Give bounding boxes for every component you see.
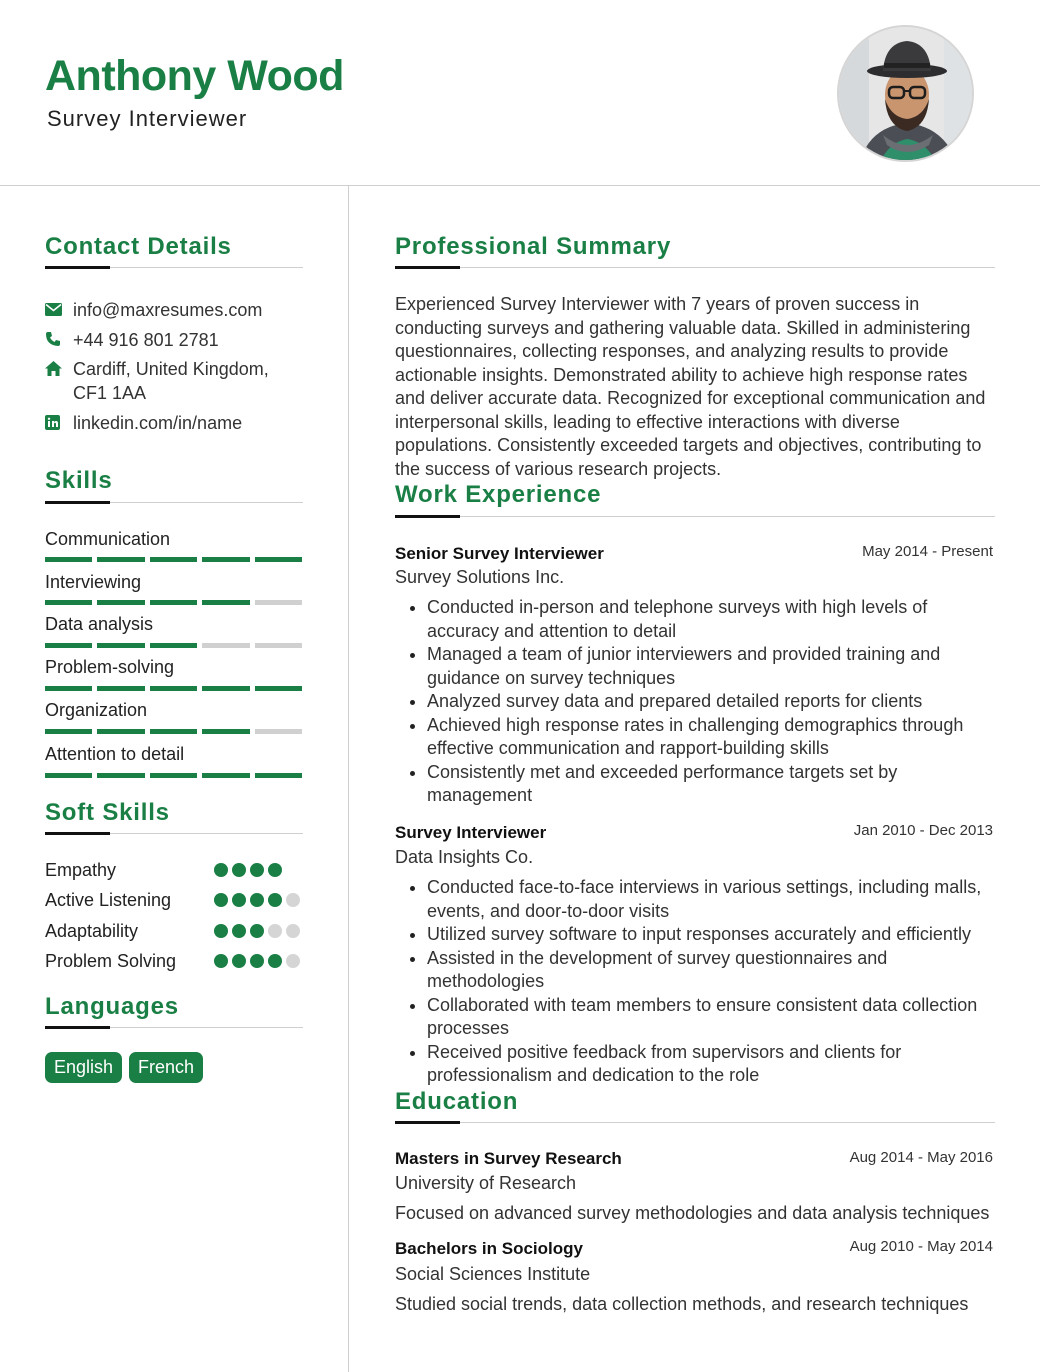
rating-dot [232,924,246,938]
rating-dot [232,893,246,907]
skill-level-segment [202,773,249,778]
job-role: Senior Survey Interviewer [395,544,604,563]
summary-text: Experienced Survey Interviewer with 7 years of proven success in conducting surveys and gathering valuable data. Skilled in administering questionnaires, collecting responses, and analyzing results to provide actionable insights. Demonstrated ability to achieve high response rates and deliver accurate data. Recognized for exceptional communication and interpersonal skills, leading to effective interactions with diverse populations. Consistently exceeded targets and objectives, contributing to the success of various research projects. [395,294,986,479]
rating-dot [250,863,264,877]
job-company: Survey Solutions Inc. [395,567,565,587]
rating-dot [232,863,246,877]
rating-dot [250,924,264,938]
phone-text: +44 916 801 2781 [73,330,219,350]
skill-level-segment [150,686,197,691]
skill-level-segment [255,729,302,734]
soft-skill-rating [214,954,306,968]
languages-heading: Languages [45,993,179,1020]
skill-level-segment [45,729,92,734]
degree-title: Bachelors in Sociology [395,1239,583,1258]
section-rule [395,267,995,268]
language-badge: French [129,1052,203,1083]
degree-dates: Aug 2010 - May 2014 [849,1238,993,1255]
skill-level-segment [97,773,144,778]
list-item: Utilized survey software to input responses accurately and efficiently [395,923,995,947]
skill-level-segment [97,729,144,734]
soft-skill-rating [214,863,306,877]
skill-level-segment [150,729,197,734]
contact-linkedin[interactable] [45,411,288,435]
education-heading: Education [395,1088,519,1115]
skill-bar [45,686,302,691]
soft-skill-name: Active Listening [45,890,172,910]
contact-address [45,357,288,405]
skill-level-segment [202,643,249,648]
rating-dot [250,954,264,968]
job-bullets [395,876,995,1088]
skill-level-segment [150,557,197,562]
skill-level-segment [97,557,144,562]
section-rule [395,516,995,517]
contact-email[interactable] [45,298,288,322]
rating-dot [250,893,264,907]
contact-heading: Contact Details [45,233,232,260]
list-item: Managed a team of junior interviewers and provided training and guidance on survey techniques [395,643,995,690]
skill-name: Problem-solving [45,657,175,677]
skill-bar [45,557,302,562]
list-item: Analyzed survey data and prepared detailed reports for clients [395,690,995,714]
section-rule [45,502,303,503]
job-dates: Jan 2010 - Dec 2013 [853,822,993,839]
language-badge: English [45,1052,122,1083]
rating-dot [214,893,228,907]
skill-name: Communication [45,529,171,549]
skills-heading: Skills [45,467,113,494]
skill-level-segment [255,600,302,605]
skill-name: Attention to detail [45,744,185,764]
list-item: Conducted face-to-face interviews in various settings, including malls, events, and door-to-door visits [395,876,995,923]
skill-bar [45,773,302,778]
list-item: Assisted in the development of survey questionnaires and methodologies [395,947,995,994]
skill-level-segment [45,557,92,562]
skill-bar [45,643,302,648]
skill-level-segment [202,600,249,605]
skill-level-segment [255,643,302,648]
candidate-name: Anthony Wood [45,52,344,100]
list-item: Collaborated with team members to ensure consistent data collection processes [395,994,995,1041]
rating-dot [232,954,246,968]
skill-level-segment [45,643,92,648]
skill-level-segment [45,773,92,778]
skill-level-segment [202,686,249,691]
linkedin-icon [45,411,63,433]
degree-dates: Aug 2014 - May 2016 [849,1149,993,1166]
experience-heading: Work Experience [395,481,602,508]
rating-dot [268,893,282,907]
skill-bar [45,729,302,734]
section-rule [395,1122,995,1123]
rating-dot [286,924,300,938]
rating-dot [268,954,282,968]
home-icon [45,357,63,379]
contact-phone[interactable] [45,328,288,352]
phone-icon [45,328,63,350]
skill-level-segment [202,557,249,562]
soft-skill-name: Problem Solving [45,951,177,971]
list-item: Conducted in-person and telephone surveys with high levels of accuracy and attention to detail [395,596,995,643]
list-item: Consistently met and exceeded performance targets set by management [395,761,995,808]
job-company: Data Insights Co. [395,847,534,867]
skill-name: Organization [45,700,148,720]
rating-dot [268,924,282,938]
skill-level-segment [45,686,92,691]
list-item: Received positive feedback from supervisors and clients for professionalism and dedication to the role [395,1041,995,1088]
profile-photo [837,25,974,162]
degree-title: Masters in Survey Research [395,1149,622,1168]
skill-level-segment [255,773,302,778]
skill-level-segment [150,600,197,605]
rating-dot [214,924,228,938]
skill-level-segment [255,557,302,562]
job-bullets [395,596,995,808]
skill-bar [45,600,302,605]
skill-level-segment [202,729,249,734]
candidate-title: Survey Interviewer [47,106,248,131]
skill-level-segment [45,600,92,605]
soft-skill-rating [214,893,306,907]
summary-heading: Professional Summary [395,233,672,260]
address-text: Cardiff, United Kingdom, CF1 1AA [73,359,269,403]
resume-header [0,0,1040,186]
job-dates: May 2014 - Present [862,543,993,560]
soft-skill-rating [214,924,306,938]
degree-description: Studied social trends, data collection methods, and research techniques [395,1294,969,1314]
job-role: Survey Interviewer [395,823,547,842]
soft-skill-name: Adaptability [45,921,139,941]
list-item: Achieved high response rates in challenging demographics through effective communication and rapport-building skills [395,714,995,761]
rating-dot [214,863,228,877]
degree-description: Focused on advanced survey methodologies and data analysis techniques [395,1203,990,1223]
skill-level-segment [97,686,144,691]
envelope-icon [45,298,63,320]
section-rule [45,1027,303,1028]
skill-name: Interviewing [45,572,142,592]
school-name: University of Research [395,1173,577,1193]
column-divider [348,186,349,1372]
skill-name: Data analysis [45,614,154,634]
rating-dot [286,954,300,968]
rating-dot [286,893,300,907]
linkedin-text: linkedin.com/in/name [73,413,243,433]
school-name: Social Sciences Institute [395,1264,591,1284]
skill-level-segment [150,643,197,648]
skill-level-segment [150,773,197,778]
skill-level-segment [97,643,144,648]
section-rule [45,267,303,268]
soft-skills-heading: Soft Skills [45,799,170,826]
skill-level-segment [97,600,144,605]
skill-level-segment [255,686,302,691]
rating-dot [214,954,228,968]
email-text: info@maxresumes.com [73,300,263,320]
section-rule [45,833,303,834]
rating-dot [268,863,282,877]
soft-skill-name: Empathy [45,860,117,880]
